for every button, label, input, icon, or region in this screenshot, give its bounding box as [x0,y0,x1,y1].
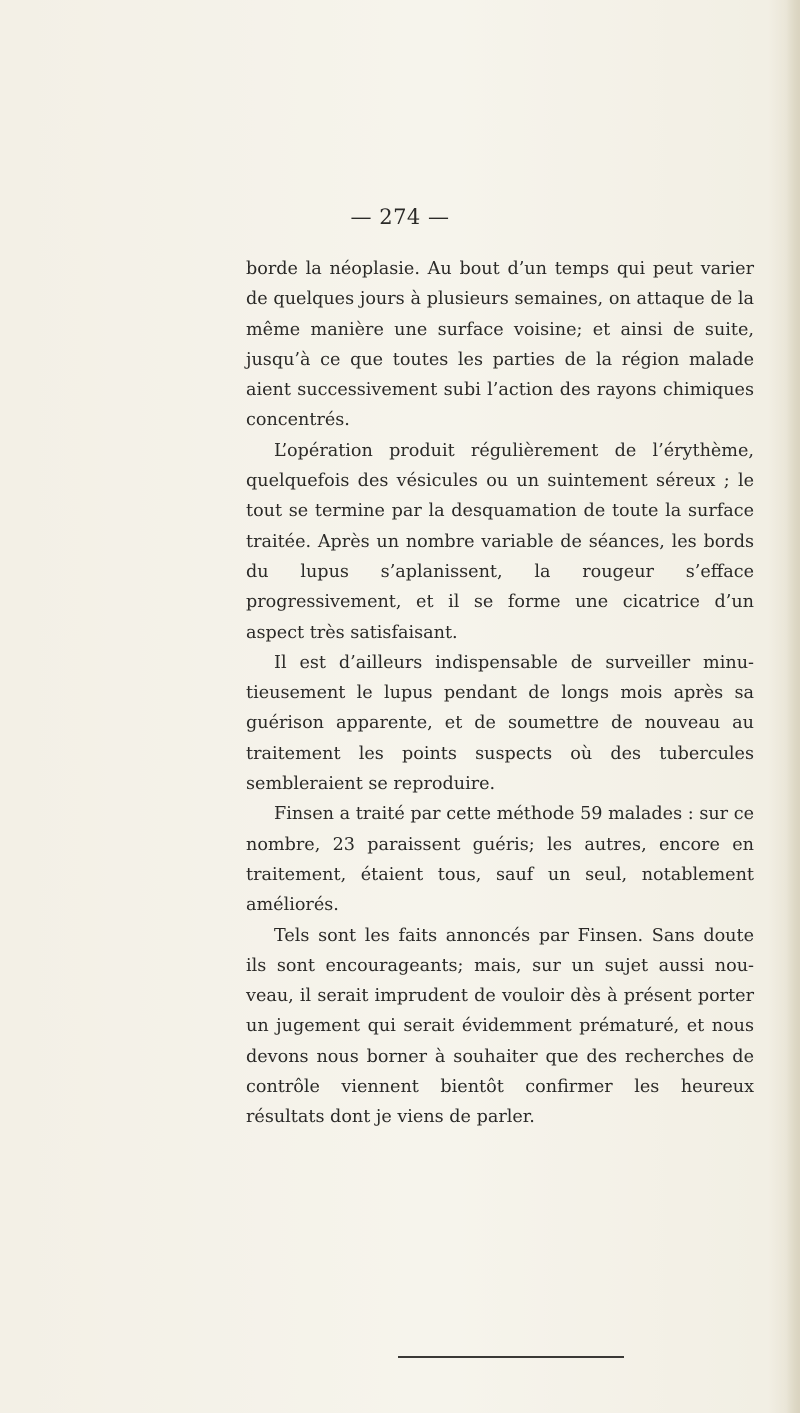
paragraph-3: Il est d’ailleurs indispensable de surveiller minutieusement le lupus pendant de longs mois après sa guérison apparente, et de soumettre de nouveau au traitement les points suspects où des tubercules sembleraient se reproduire. [246,652,754,795]
paragraph-1: borde la néoplasie. Au bout d’un temps qui peut varier de quelques jours à plusieurs semaines, on attaque de la même manière une surface voisine; et ainsi de suite, jusqu’à ce que toutes les parties de la région malade aient successivement subi l’action des rayons chimiques concentrés. [246,259,754,431]
body-text [246,254,754,1133]
paragraph-4: Finsen a traité par cette méthode 59 malades : sur ce nombre, 23 paraissent guéris; les autres, encore en traitement, étaient tous, sauf un seul, notablement améliorés. [246,804,754,916]
paragraph-5: Tels sont les faits annoncés par Finsen. Sans doute ils sont encourageants; mais, sur un sujet aussi nouveau, il serait imprudent de vouloir dès à présent porter un jugement qui serait évidemment prématuré, et nous devons nous borner à souhaiter que des recherches de contrôle viennent bientôt confirmer les heureux résultats dont je viens de parler. [246,925,754,1128]
end-of-section-rule [398,1356,624,1358]
paragraph-2: L’opération produit régulièrement de l’érythème, quelquefois des vésicules ou un suintement séreux ; le tout se termine par la desquamation de toute la surface traitée. Après un nombre variable de séances, les bords du lupus s’aplanissent, la rougeur s’efface progressivement, et il se forme une cicatrice d’un aspect très satisfaisant. [246,440,754,643]
page-number: — 274 — [350,205,450,229]
